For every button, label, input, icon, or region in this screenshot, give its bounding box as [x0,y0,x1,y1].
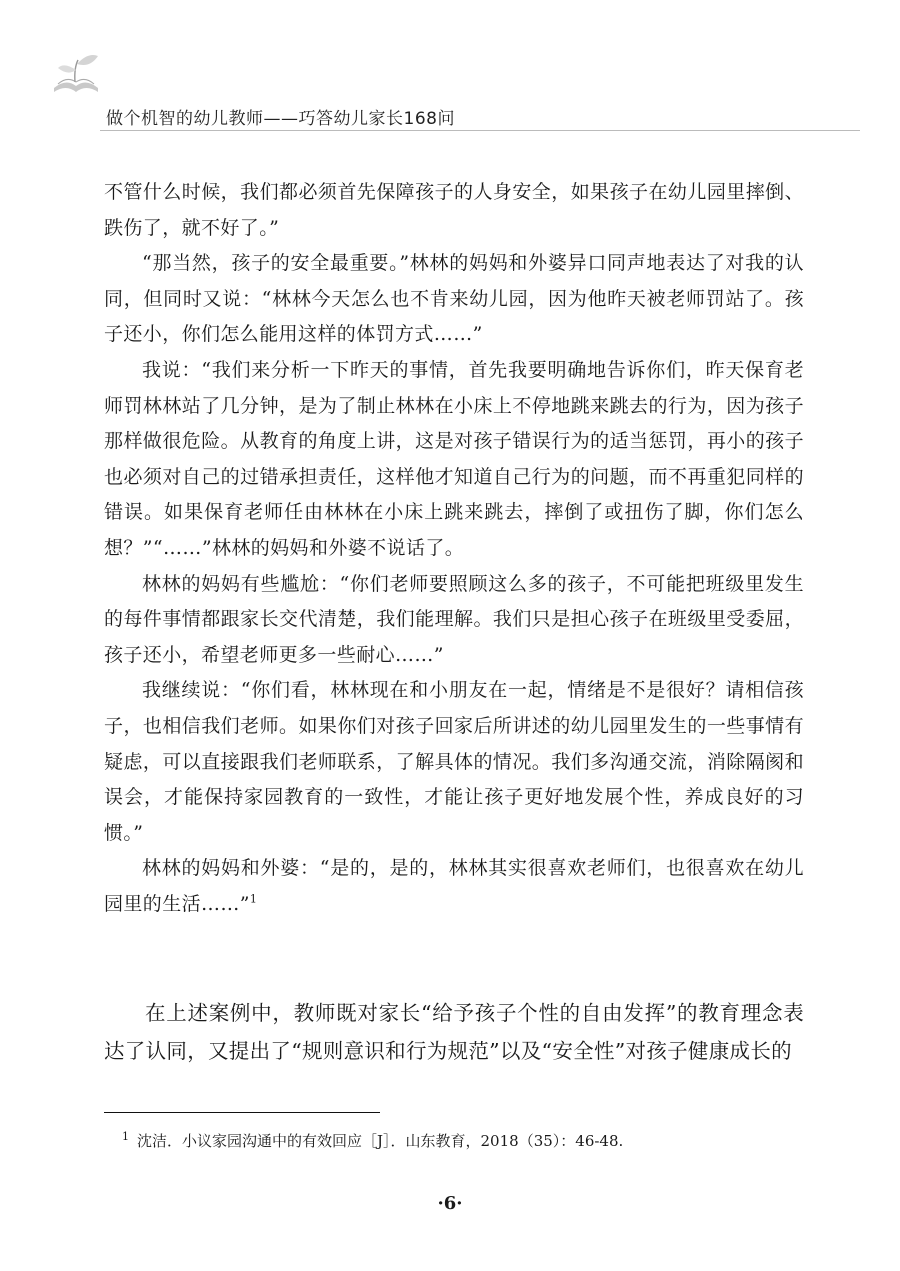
analysis-paragraph: 在上述案例中，教师既对家长“给予孩子个性的自由发挥”的教育理念表达了认同，又提出了“规则意识和行为规范”以及“安全性”对孩子健康成长的 [104,1001,804,1063]
running-header-title: 做个机智的幼儿教师——巧答幼儿家长168问 [106,109,455,129]
analysis-section [104,994,804,1070]
paragraph: “那当然，孩子的安全最重要。”林林的妈妈和外婆异口同声地表达了对我的认同，但同时又说：“林林今天怎么也不肯来幼儿园，因为他昨天被老师罚站了。孩子还小，你们怎么能用这样的体罚方式……” [104,252,804,346]
paragraph: 林林的妈妈有些尴尬：“你们老师要照顾这么多的孩子，不可能把班级里发生的每件事情都跟家长交代清楚，我们能理解。我们只是担心孩子在班级里受委屈，孩子还小，希望老师更多一些耐心……” [104,572,804,666]
paragraph: 我说：“我们来分析一下昨天的事情，首先我要明确地告诉你们，昨天保育老师罚林林站了几分钟，是为了制止林林在小床上不停地跳来跳去的行为，因为孩子那样做很危险。从教育的角度上讲，这是对孩子错误行为的适当惩罚，再小的孩子也必须对自己的过错承担责任，这样他才知道自己行为的问题，而不再重犯同样的错误。如果保育老师任由林林在小床上跳来跳去，摔倒了或扭伤了脚，你们怎么想？”“……”林林的妈妈和外婆不说话了。 [104,358,804,559]
dialogue-body [104,175,804,922]
paragraph-continued: 不管什么时候，我们都必须首先保障孩子的人身安全，如果孩子在幼儿园里摔倒、跌伤了，就不好了。” [104,181,804,239]
header-divider [100,130,860,131]
footnote-mark: 1 [122,1130,129,1143]
page-number: ·6· [437,1193,463,1214]
footnote-reference[interactable]: 1 [249,892,258,906]
paragraph-with-footnote [104,851,804,922]
footnote-text: 沈洁．小议家园沟通中的有效回应［J］．山东教育，2018（35）：46-48. [137,1132,624,1150]
paragraph: 我继续说：“你们看，林林现在和小朋友在一起，情绪是不是很好？请相信孩子，也相信我们老师。如果你们对孩子回家后所讲述的幼儿园里发生的一些事情有疑虑，可以直接跟我们老师联系，了解具体的情况。我们多沟通交流，消除隔阂和误会，才能保持家园教育的一致性，才能让孩子更好地发展个性，养成良好的习惯。” [104,679,804,844]
footnote-divider [104,1112,380,1113]
paragraph-text: 林林的妈妈和外婆：“是的，是的，林林其实很喜欢老师们，也很喜欢在幼儿园里的生活……” [104,857,804,915]
page-header [0,0,900,140]
open-book-with-leaves-icon [48,48,104,100]
footnote [122,1126,822,1152]
